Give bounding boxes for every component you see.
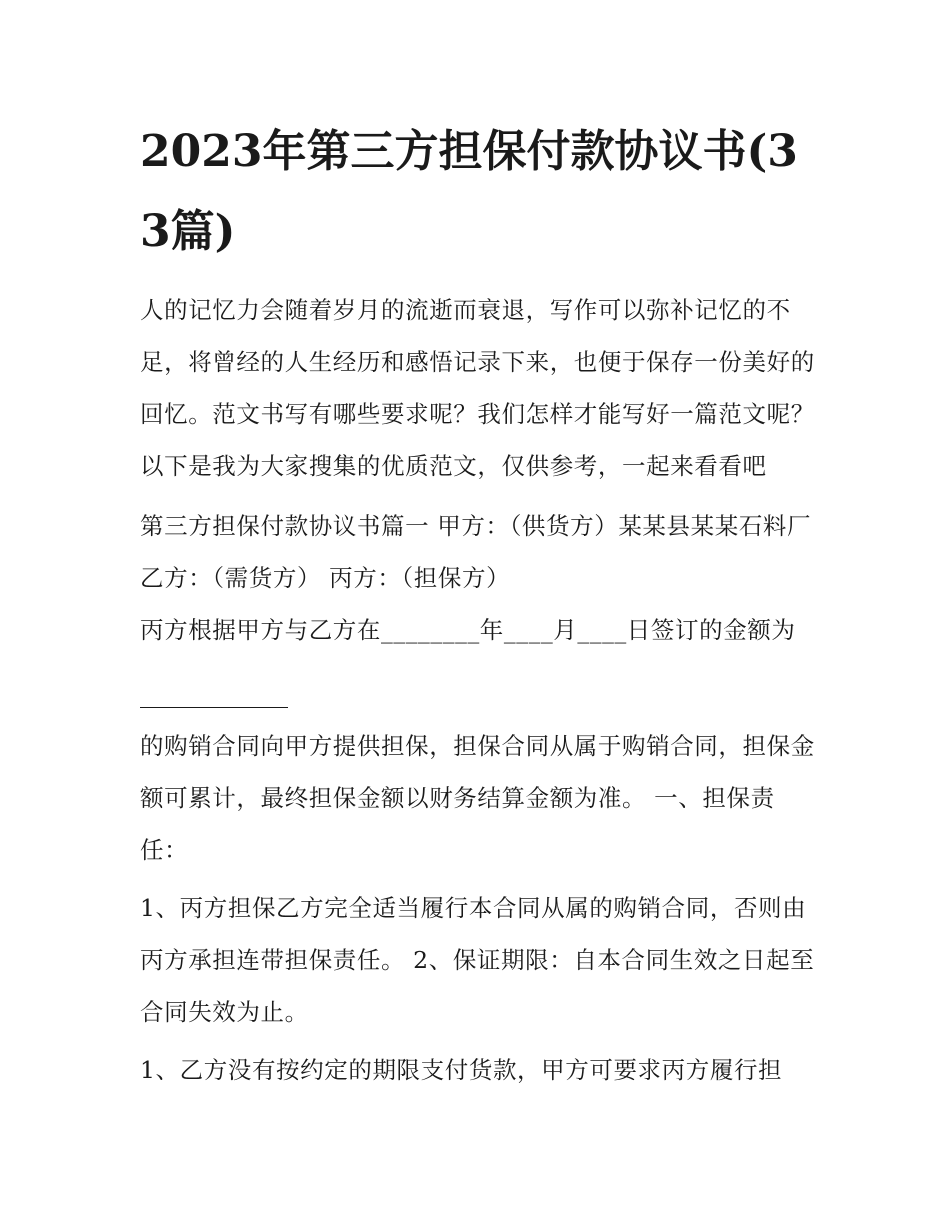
section-header-paragraph: 第三方担保付款协议书篇一 甲方：（供货方）某某县某某石料厂 乙方：（需货方） 丙方：（担保方） [140, 512, 812, 592]
amount-blank-line [140, 656, 288, 708]
clause-1-paragraph: 1、丙方担保乙方完全适当履行本合同从属的购销合同，否则由丙方承担连带担保责任。 2、保证期限：自本合同生效之日起至合同失效为止。 [140, 894, 815, 1026]
clause-2-paragraph: 1、乙方没有按约定的期限支付货款，甲方可要求丙方履行担 [140, 1056, 783, 1084]
document-page [140, 112, 815, 1096]
intro-paragraph: 人的记忆力会随着岁月的流逝而衰退，写作可以弥补记忆的不足，将曾经的人生经历和感悟记录下来，也便于保存一份美好的回忆。范文书写有哪些要求呢？我们怎样才能写好一篇范文呢？以下是我为大家搜集的优质范文，仅供参考，一起来看看吧 [140, 296, 815, 480]
document-title: 2023年第三方担保付款协议书(33篇) [140, 126, 798, 257]
blank-clause-paragraph: 丙方根据甲方与乙方在________年____月____日签订的金额为 [140, 616, 796, 644]
guarantee-paragraph: 的购销合同向甲方提供担保，担保合同从属于购销合同，担保金额可累计，最终担保金额以财务结算金额为准。 一、担保责任： [140, 732, 815, 864]
